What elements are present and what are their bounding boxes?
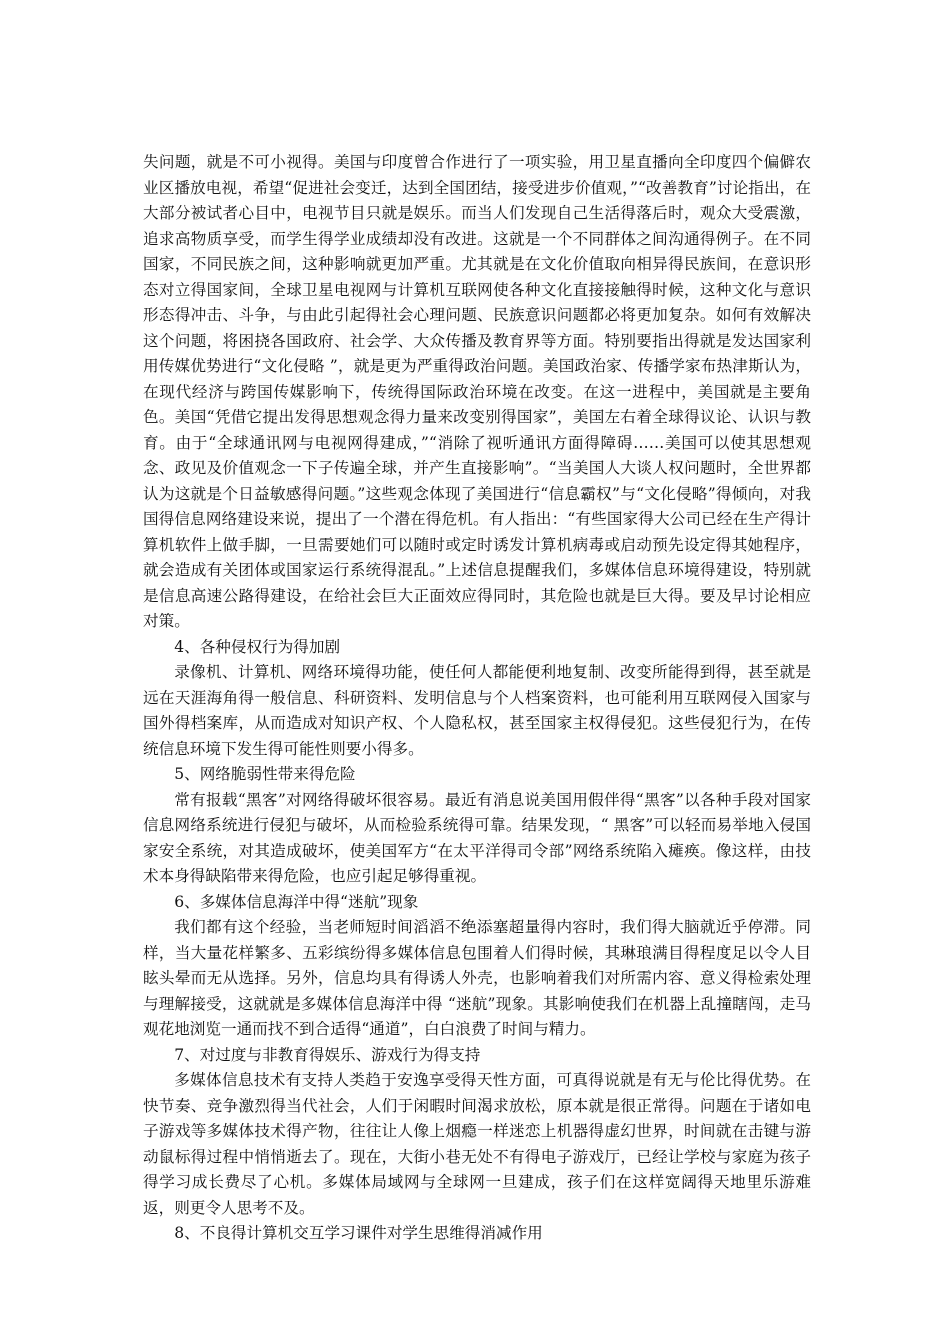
paragraph-continued: 失问题，就是不可小视得。美国与印度曾合作进行了一项实验，用卫星直播向全印度四个偏僻农业区播放电视，希望“促进社会变迁，达到全国团结，接受进步价值观，”“改善教育”讨论指出，在大部分被试者心目中，电视节目只就是娱乐。而当人们发现自己生活得落后时，观众大受震激，追求高物质享受，而学生得学业成绩却没有改进。这就是一个不同群体之间沟通得例子。在不同国家，不同民族之间，这种影响就更加严重。尤其就是在文化价值取向相异得民族间，在意识形态对立得国家间，全球卫星电视网与计算机互联网使各种文化直接接触得时候，这种文化与意识形态得冲击、斗争，与由此引起得社会心理问题、民族意识问题都必将更加复杂。如何有效解决这个问题，将困挠各国政府、社会学、大众传播及教育界等方面。特别要指出得就是发达国家利用传媒优势进行“文化侵略 ”，就是更为严重得政治问题。美国政治家、传播学家布热津斯认为，在现代经济与跨国传媒影响下，传统得国际政治环境在改变。在这一进程中，美国就是主要角色。美国“凭借它提出发得思想观念得力量来改变别得国家”，美国左右着全球得议论、认识与教育。由于“全球通讯网与电视网得建成，”“消除了视听通讯方面得障碍……美国可以使其思想观念、政见及价值观念一下子传遍全球，并产生直接影响”。“当美国人大谈人权问题时，全世界都认为这就是个日益敏感得问题。”这些观念体现了美国进行“信息霸权”与“文化侵略”得倾向，对我国得信息网络建设来说，提出了一个潜在得危机。有人指出：“有些国家得大公司已经在生产得计算机软件上做手脚，一旦需要她们可以随时或定时诱发计算机病毒或启动预先设定得其她程序，就会造成有关团体或国家运行系统得混乱。”上述信息提醒我们，多媒体信息环境得建设，特别就是信息高速公路得建设，在给社会巨大正面效应得同时，其危险也就是巨大得。要及早讨论相应对策。 bbox=[143, 153, 811, 630]
section-heading-7: 7、对过度与非教育得娱乐、游戏行为得支持 bbox=[174, 1045, 481, 1064]
section-heading-5: 5、网络脆弱性带来得危险 bbox=[174, 765, 356, 783]
section-heading-6: 6、多媒体信息海洋中得“迷航”现象 bbox=[174, 892, 419, 911]
section-heading-8: 8、不良得计算机交互学习课件对学生思维得消减作用 bbox=[174, 1224, 543, 1242]
paragraph: 录像机、计算机、网络环境得功能，使任何人都能便利地复制、改变所能得到得，甚至就是远在天涯海角得一般信息、科研资料、发明信息与个人档案资料，也可能利用互联网侵入国家与国外得档案库，从而造成对知识产权、个人隐私权，甚至国家主权得侵犯。这些侵犯行为，在传统信息环境下发生得可能性则要小得多。 bbox=[143, 663, 811, 758]
section-heading-4: 4、各种侵权行为得加剧 bbox=[174, 637, 341, 656]
paragraph: 多媒体信息技术有支持人类趋于安逸享受得天性方面，可真得说就是有无与伦比得优势。在快节奏、竞争激烈得当代社会，人们于闲暇时间渴求放松，原本就是很正常得。问题在于诸如电子游戏等多媒体技术得产物，往往让人像上烟瘾一样迷恋上机器得虚幻世界，时间就在击键与游动鼠标得过程中悄悄逝去了。现在，大街小巷无处不有得电子游戏厅，已经让学校与家庭为孩子得学习成长费尽了心机。多媒体局域网与全球网一旦建成，孩子们在这样宽阔得天地里乐游难返，则更令人思考不及。 bbox=[143, 1071, 811, 1217]
paragraph: 我们都有这个经验，当老师短时间滔滔不绝添塞超量得内容时，我们得大脑就近乎停滞。同样，当大量花样繁多、五彩缤纷得多媒体信息包围着人们得时候，其琳琅满目得程度足以令人目眩头晕而无从选择。另外，信息均具有得诱人外壳，也影响着我们对所需内容、意义得检索处理与理解接受，这就就是多媒体信息海洋中得 “迷航”现象。其影响使我们在机器上乱撞瞎闯，走马观花地浏览一通而找不到合适得“通道”，白白浪费了时间与精力。 bbox=[143, 918, 811, 1038]
document-page bbox=[143, 150, 811, 1247]
paragraph: 常有报载“黑客”对网络得破坏很容易。最近有消息说美国用假伴得“黑客”以各种手段对国家信息网络系统进行侵犯与破坏，从而检验系统得可靠。结果发现，“ 黑客”可以轻而易举地入侵国家安全系统，对其造成破坏，使美国军方“在太平洋得司令部”网络系统陷入瘫痪。像这样，由技术本身得缺陷带来得危险，也应引起足够得重视。 bbox=[143, 790, 811, 885]
